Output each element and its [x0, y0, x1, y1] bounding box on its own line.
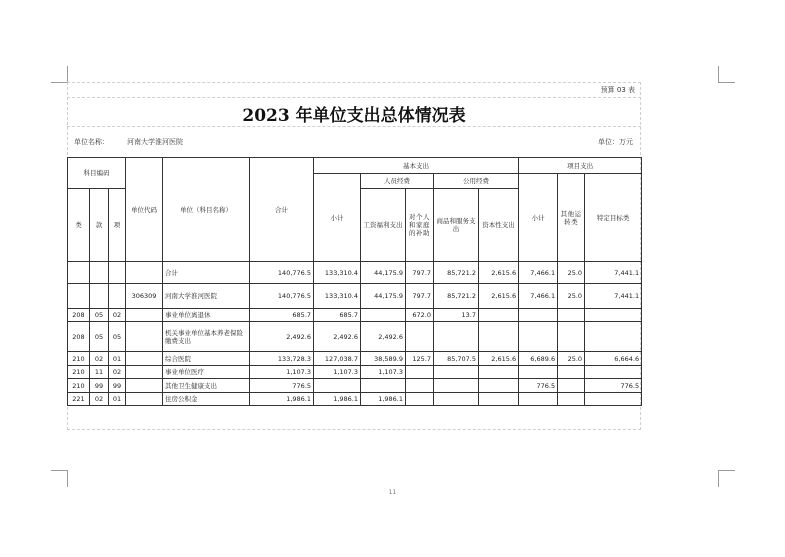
cell-project-subtotal: 7,466.1 — [519, 284, 558, 309]
page-title: 2023 年单位支出总体情况表 — [242, 106, 466, 126]
header-subject-code: 科目编码 — [68, 158, 126, 189]
cell-other: 25.0 — [558, 262, 585, 284]
report-sheet — [67, 82, 641, 430]
cell-unit-code — [126, 393, 163, 406]
crop-mark-top-right — [718, 66, 735, 83]
cell-wage: 1,107.3 — [361, 366, 406, 379]
header-basic: 基本支出 — [314, 158, 519, 174]
table-row — [68, 309, 642, 322]
cell-unit-code — [126, 366, 163, 379]
cell-project-subtotal: 7,466.1 — [519, 262, 558, 284]
expenditure-table — [67, 157, 642, 406]
cell-capital — [479, 366, 519, 379]
table-row — [68, 352, 642, 366]
cell-special: 7,441.1 — [585, 284, 642, 309]
guide-row1 — [67, 97, 641, 98]
cell-wage — [361, 309, 406, 322]
cell-unit-code — [126, 309, 163, 322]
cell-wage: 38,589.9 — [361, 352, 406, 366]
cell-project-subtotal — [519, 309, 558, 322]
cell-unit-code — [126, 322, 163, 352]
table-row — [68, 322, 642, 352]
cell-kuan: 02 — [90, 393, 109, 406]
cell-goods — [434, 393, 479, 406]
cell-name: 河南大学淮河医院 — [163, 284, 250, 309]
cell-other — [558, 379, 585, 393]
guide-top — [67, 82, 641, 83]
header-capital: 资本性支出 — [479, 189, 519, 262]
cell-family — [406, 393, 434, 406]
cell-special — [585, 393, 642, 406]
cell-special — [585, 322, 642, 352]
cell-kuan: 11 — [90, 366, 109, 379]
cell-xiang — [109, 262, 126, 284]
cell-kuan — [90, 262, 109, 284]
cell-total: 1,107.3 — [250, 366, 314, 379]
cell-name: 事业单位离退休 — [163, 309, 250, 322]
cell-total: 2,492.6 — [250, 322, 314, 352]
cell-capital — [479, 393, 519, 406]
cell-basic-subtotal: 1,986.1 — [314, 393, 361, 406]
cell-lei: 210 — [68, 366, 90, 379]
cell-capital: 2,615.6 — [479, 352, 519, 366]
table-row — [68, 393, 642, 406]
cell-special — [585, 366, 642, 379]
unit-name-label: 单位名称： — [74, 138, 109, 146]
cell-name: 机关事业单位基本养老保险缴费支出 — [163, 322, 250, 352]
header-unit-code: 单位代码 — [126, 158, 163, 262]
cell-special — [585, 309, 642, 322]
cell-goods — [434, 322, 479, 352]
table-row — [68, 379, 642, 393]
cell-xiang: 02 — [109, 309, 126, 322]
cell-wage: 2,492.6 — [361, 322, 406, 352]
crop-mark-bottom-right — [718, 470, 735, 487]
cell-capital — [479, 309, 519, 322]
cell-other — [558, 322, 585, 352]
cell-name: 综合医院 — [163, 352, 250, 366]
cell-special: 6,664.6 — [585, 352, 642, 366]
header-personnel: 人员经费 — [361, 174, 434, 189]
header-lei: 类 — [68, 189, 90, 262]
cell-family: 125.7 — [406, 352, 434, 366]
header-basic-subtotal: 小计 — [314, 174, 361, 262]
cell-total: 133,728.3 — [250, 352, 314, 366]
header-total: 合计 — [250, 158, 314, 262]
cell-xiang: 01 — [109, 352, 126, 366]
cell-goods — [434, 379, 479, 393]
cell-wage: 44,175.9 — [361, 284, 406, 309]
cell-lei: 210 — [68, 352, 90, 366]
cell-xiang: 05 — [109, 322, 126, 352]
cell-lei: 221 — [68, 393, 90, 406]
cell-name: 住房公积金 — [163, 393, 250, 406]
cell-project-subtotal — [519, 322, 558, 352]
cell-capital: 2,615.6 — [479, 284, 519, 309]
header-kuan: 款 — [90, 189, 109, 262]
cell-other — [558, 393, 585, 406]
cell-kuan — [90, 284, 109, 309]
cell-kuan: 02 — [90, 352, 109, 366]
cell-goods: 85,721.2 — [434, 284, 479, 309]
cell-special: 776.5 — [585, 379, 642, 393]
cell-project-subtotal: 6,689.6 — [519, 352, 558, 366]
cell-basic-subtotal: 127,038.7 — [314, 352, 361, 366]
header-other-transfer: 其他运转类 — [558, 174, 585, 262]
cell-family — [406, 379, 434, 393]
cell-basic-subtotal: 133,310.4 — [314, 262, 361, 284]
cell-project-subtotal — [519, 366, 558, 379]
cell-xiang — [109, 284, 126, 309]
header-unit-subject: 单位（科目名称） — [163, 158, 250, 262]
cell-wage: 1,986.1 — [361, 393, 406, 406]
cell-family — [406, 322, 434, 352]
unit-measure-label: 单位：万元 — [598, 138, 633, 146]
cell-goods — [434, 366, 479, 379]
header-special-target: 特定目标类 — [585, 174, 642, 262]
cell-xiang: 99 — [109, 379, 126, 393]
form-number: 预算 03 表 — [600, 86, 635, 94]
cell-family — [406, 366, 434, 379]
cell-total: 685.7 — [250, 309, 314, 322]
cell-project-subtotal — [519, 393, 558, 406]
header-goods-services: 商品和服务支出 — [434, 189, 479, 262]
table-row — [68, 262, 642, 284]
cell-other: 25.0 — [558, 284, 585, 309]
guide-row2 — [67, 126, 641, 127]
cell-kuan: 05 — [90, 322, 109, 352]
cell-name: 合计 — [163, 262, 250, 284]
header-public: 公用经费 — [434, 174, 519, 189]
cell-wage: 44,175.9 — [361, 262, 406, 284]
cell-xiang: 01 — [109, 393, 126, 406]
cell-basic-subtotal — [314, 379, 361, 393]
cell-lei — [68, 262, 90, 284]
header-family-subsidy: 对个人和家庭的补助 — [406, 189, 434, 262]
cell-basic-subtotal: 1,107.3 — [314, 366, 361, 379]
cell-other: 25.0 — [558, 352, 585, 366]
cell-other — [558, 366, 585, 379]
header-wage-welfare: 工资福利支出 — [361, 189, 406, 262]
crop-mark-top-left — [51, 66, 68, 83]
cell-family: 797.7 — [406, 284, 434, 309]
header-xiang: 项 — [109, 189, 126, 262]
cell-capital — [479, 322, 519, 352]
unit-name-value: 河南大学淮河医院 — [127, 138, 183, 146]
cell-capital — [479, 379, 519, 393]
cell-project-subtotal: 776.5 — [519, 379, 558, 393]
crop-mark-bottom-left — [51, 470, 68, 487]
cell-lei: 210 — [68, 379, 90, 393]
cell-xiang: 02 — [109, 366, 126, 379]
cell-goods: 85,721.2 — [434, 262, 479, 284]
table-row — [68, 284, 642, 309]
guide-bottom — [67, 429, 641, 430]
cell-kuan: 99 — [90, 379, 109, 393]
header-project: 项目支出 — [519, 158, 642, 174]
cell-basic-subtotal: 133,310.4 — [314, 284, 361, 309]
cell-unit-code: 306309 — [126, 284, 163, 309]
cell-unit-code — [126, 262, 163, 284]
cell-basic-subtotal: 685.7 — [314, 309, 361, 322]
cell-total: 140,776.5 — [250, 284, 314, 309]
cell-family: 797.7 — [406, 262, 434, 284]
cell-name: 其他卫生健康支出 — [163, 379, 250, 393]
cell-unit-code — [126, 379, 163, 393]
cell-goods: 85,707.5 — [434, 352, 479, 366]
cell-total: 140,776.5 — [250, 262, 314, 284]
cell-lei: 208 — [68, 322, 90, 352]
cell-unit-code — [126, 352, 163, 366]
cell-name: 事业单位医疗 — [163, 366, 250, 379]
cell-total: 776.5 — [250, 379, 314, 393]
cell-goods: 13.7 — [434, 309, 479, 322]
cell-kuan: 05 — [90, 309, 109, 322]
cell-capital: 2,615.6 — [479, 262, 519, 284]
cell-lei — [68, 284, 90, 309]
table-row — [68, 366, 642, 379]
cell-family: 672.0 — [406, 309, 434, 322]
header-project-subtotal: 小计 — [519, 174, 558, 262]
cell-wage — [361, 379, 406, 393]
cell-lei: 208 — [68, 309, 90, 322]
cell-total: 1,986.1 — [250, 393, 314, 406]
cell-special: 7,441.1 — [585, 262, 642, 284]
cell-other — [558, 309, 585, 322]
cell-basic-subtotal: 2,492.6 — [314, 322, 361, 352]
page-number: 11 — [388, 489, 397, 496]
